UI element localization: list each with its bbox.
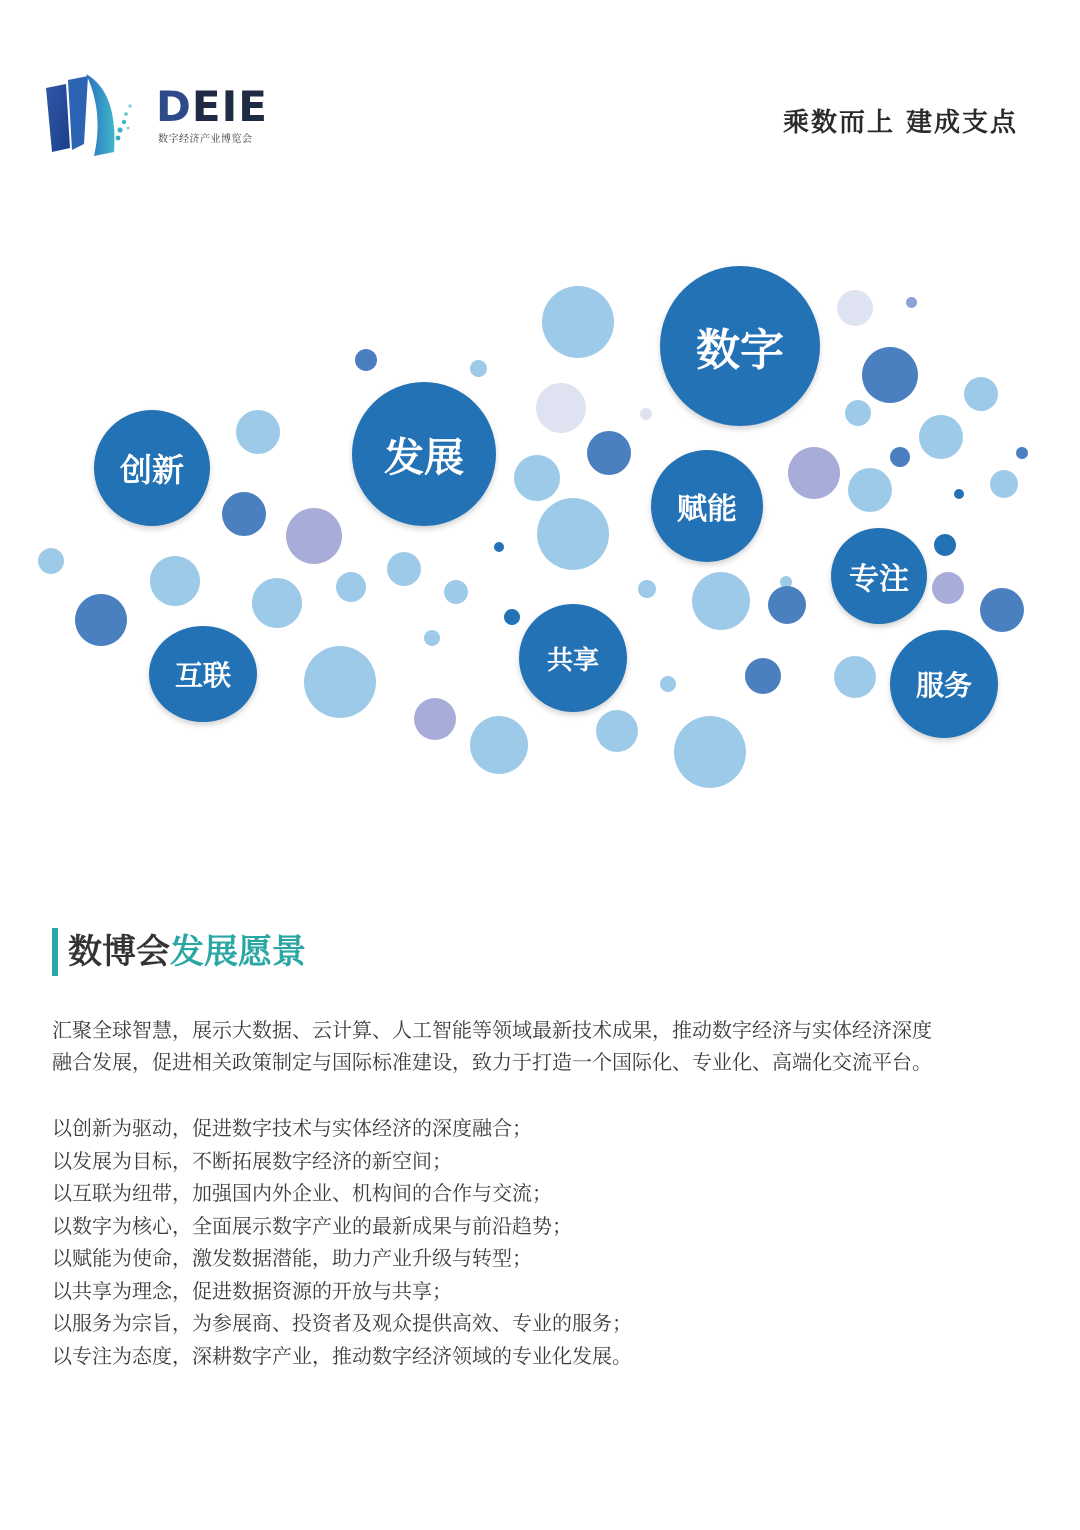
principle-item: 以发展为目标，不断拓展数字经济的新空间； xyxy=(52,1148,452,1173)
decor-bubble xyxy=(587,431,631,475)
decor-bubble xyxy=(848,468,892,512)
keyword-bubble-gongxiang xyxy=(519,604,627,712)
intro-line: 汇聚全球智慧，展示大数据、云计算、人工智能等领域最新技术成果，推动数字经济与实体经济深度 xyxy=(52,1018,932,1042)
principle-item: 以专注为态度，深耕数字产业，推动数字经济领域的专业化发展。 xyxy=(52,1343,632,1368)
decor-bubble xyxy=(890,447,910,467)
logo-letter-d: D xyxy=(156,82,192,131)
logo-wordmark xyxy=(156,82,268,131)
decor-bubble xyxy=(470,360,487,377)
title-dark-part: 数博会 xyxy=(68,932,170,972)
decor-bubble xyxy=(640,408,652,420)
keyword-bubble-fuwu xyxy=(890,630,998,738)
section-title-text xyxy=(68,930,306,974)
keyword-bubble-fazhan xyxy=(352,382,496,526)
decor-bubble xyxy=(304,646,376,718)
keyword-label: 共享 xyxy=(546,645,599,676)
principle-item: 以赋能为使命，激发数据潜能，助力产业升级与转型； xyxy=(52,1246,532,1270)
decor-bubble xyxy=(286,508,342,564)
decor-bubble xyxy=(837,290,873,326)
decor-bubble xyxy=(494,542,504,552)
decor-bubble xyxy=(1016,447,1028,459)
decor-bubble xyxy=(906,297,917,308)
keyword-bubble-funeng xyxy=(651,450,763,562)
keyword-label: 发展 xyxy=(384,434,464,481)
decor-bubble xyxy=(980,588,1024,632)
decor-bubble xyxy=(252,578,302,628)
decor-bubble xyxy=(674,716,746,788)
decor-bubble xyxy=(150,556,200,606)
title-accent-bar xyxy=(52,928,58,976)
decor-bubble xyxy=(596,710,638,752)
keyword-bubble-hulian xyxy=(149,626,257,722)
keyword-label: 服务 xyxy=(915,669,972,702)
principle-item: 以服务为宗旨，为参展商、投资者及观众提供高效、专业的服务； xyxy=(52,1311,632,1335)
intro-line: 融合发展，促进相关政策制定与国际标准建设，致力于打造一个国际化、专业化、高端化交流平台。 xyxy=(52,1050,932,1074)
keyword-bubble-cloud xyxy=(0,250,1080,810)
principle-item: 以创新为驱动，促进数字技术与实体经济的深度融合； xyxy=(52,1116,532,1140)
decor-bubble xyxy=(387,552,421,586)
decor-bubble xyxy=(355,349,377,371)
decor-bubble xyxy=(444,580,468,604)
decor-bubble xyxy=(236,410,280,454)
decor-bubble xyxy=(514,455,560,501)
decor-bubble xyxy=(862,347,918,403)
logo-subtitle: 数字经济产业博览会 xyxy=(158,134,253,145)
deie-logo xyxy=(44,72,274,158)
keyword-bubble-zhuanzhu xyxy=(831,528,927,624)
deie-logo-mark-icon xyxy=(44,72,156,158)
keyword-label: 创新 xyxy=(119,451,184,489)
decor-bubble xyxy=(964,377,998,411)
intro-paragraph xyxy=(52,1014,1032,1078)
decor-bubble xyxy=(834,656,876,698)
decor-bubble xyxy=(990,470,1018,498)
decor-bubble xyxy=(788,447,840,499)
keyword-label: 赋能 xyxy=(677,492,737,527)
decor-bubble xyxy=(336,572,366,602)
decor-bubble xyxy=(75,594,127,646)
keyword-label: 数字 xyxy=(696,325,784,376)
title-accent-part: 发展愿景 xyxy=(170,932,306,972)
slogan: 乘数而上 建成支点 xyxy=(782,108,1018,138)
decor-bubble xyxy=(38,548,64,574)
principle-item: 以数字为核心，全面展示数字产业的最新成果与前沿趋势； xyxy=(52,1213,572,1238)
logo-letters-eie: EIE xyxy=(191,82,268,131)
decor-bubble xyxy=(542,286,614,358)
principles-list xyxy=(52,1112,1032,1372)
keyword-label: 专注 xyxy=(849,562,909,597)
decor-bubble xyxy=(537,498,609,570)
decor-bubble xyxy=(919,415,963,459)
decor-bubble xyxy=(414,698,456,740)
decor-bubble xyxy=(692,572,750,630)
decor-bubble xyxy=(222,492,266,536)
decor-bubble xyxy=(638,580,656,598)
keyword-bubble-shuzi xyxy=(660,266,820,426)
decor-bubble xyxy=(660,676,676,692)
decor-bubble xyxy=(504,609,520,625)
decor-bubble xyxy=(845,400,871,426)
decor-bubble xyxy=(470,716,528,774)
keyword-label: 互联 xyxy=(174,659,231,692)
decor-bubble xyxy=(745,658,781,694)
principle-item: 以互联为纽带，加强国内外企业、机构间的合作与交流； xyxy=(52,1181,552,1205)
decor-bubble xyxy=(536,383,586,433)
decor-bubble xyxy=(768,586,806,624)
decor-bubble xyxy=(932,572,964,604)
decor-bubble xyxy=(934,534,956,556)
keyword-bubble-chuangxin xyxy=(94,410,210,526)
decor-bubble xyxy=(954,489,964,499)
decor-bubble xyxy=(424,630,440,646)
principle-item: 以共享为理念，促进数据资源的开放与共享； xyxy=(52,1278,452,1303)
